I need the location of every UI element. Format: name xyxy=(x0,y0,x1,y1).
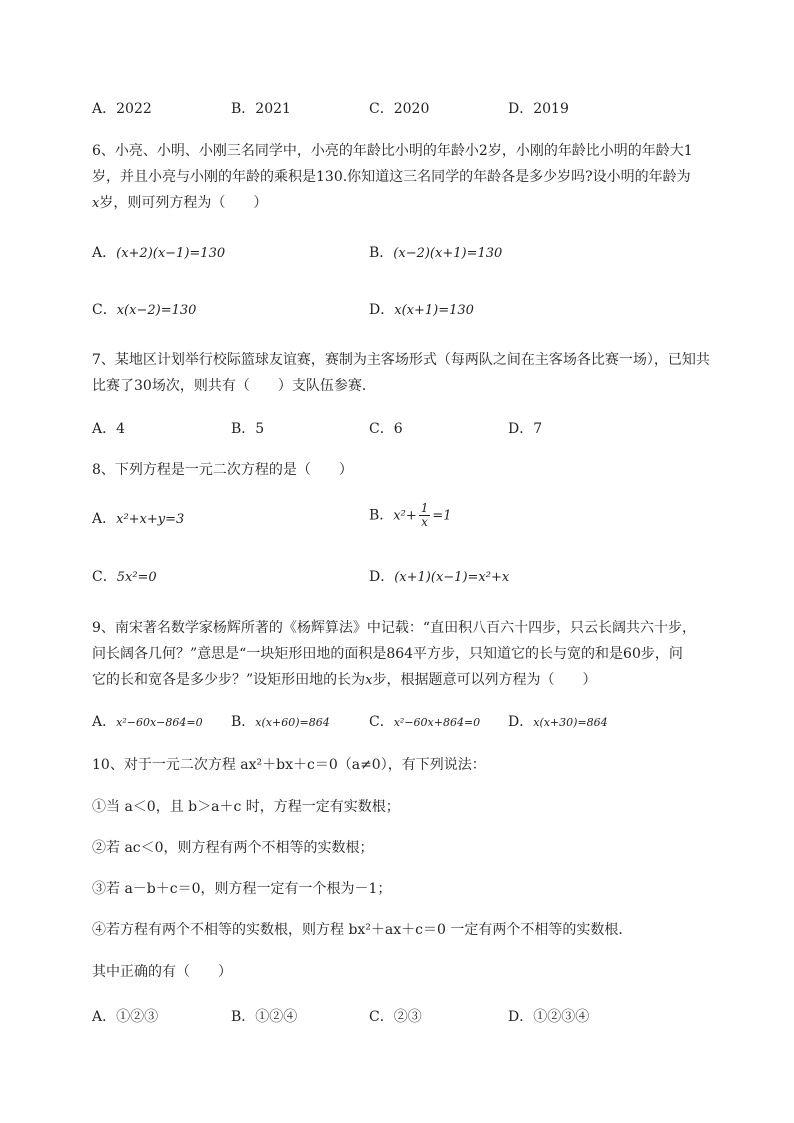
option-equation: x(x+30)=864 xyxy=(533,716,608,729)
option-letter: A． xyxy=(92,101,117,117)
option-text: ①②③④ xyxy=(533,1009,590,1025)
option-letter: D． xyxy=(369,302,395,318)
option-equation: x²−60x−864=0 xyxy=(116,716,203,729)
option-text: 5 xyxy=(255,421,265,437)
option-letter: C． xyxy=(369,421,394,437)
variable-x: x xyxy=(92,196,100,211)
q7-stem-line2: 比赛了30场次，则共有（ ）支队伍参赛． xyxy=(92,378,376,394)
q5-option-d[interactable] xyxy=(508,99,569,119)
option-text: 6 xyxy=(393,421,403,437)
q6-stem-line3 xyxy=(92,193,267,214)
q6-option-b[interactable] xyxy=(369,243,502,264)
option-letter: A． xyxy=(92,511,117,527)
q10-statement-3: ③若 a－b＋c＝0，则方程一定有一个根为－1； xyxy=(92,881,392,897)
option-text: 2019 xyxy=(533,101,569,117)
q6-option-c[interactable] xyxy=(92,300,196,321)
variable-x: x xyxy=(365,673,373,688)
option-equation: x²−60x+864=0 xyxy=(393,716,481,729)
option-letter: A． xyxy=(92,245,117,261)
option-text: ①②③ xyxy=(116,1009,159,1025)
q5-option-b[interactable] xyxy=(231,99,291,119)
option-equation: x(x+1)=130 xyxy=(394,303,474,318)
option-letter: D． xyxy=(508,421,534,437)
q10-option-a[interactable] xyxy=(92,1007,158,1027)
q5-option-a[interactable] xyxy=(92,99,152,119)
option-equation: (x−2)(x+1)=130 xyxy=(393,246,503,261)
q9-option-c[interactable] xyxy=(369,712,480,733)
fraction-numerator: 1 xyxy=(420,501,429,515)
q10-statement-2: ②若 ac＜0，则方程有两个不相等的实数根； xyxy=(92,840,374,856)
q7-option-b[interactable] xyxy=(231,419,264,439)
q10-stem: 10、对于一元二次方程 ax²＋bx＋c＝0（a≠0），有下列说法： xyxy=(92,757,486,773)
q9-stem-line3-post: 步，根据题意可以列方程为（ ） xyxy=(372,672,597,688)
option-letter: B． xyxy=(369,245,394,261)
q7-option-a[interactable] xyxy=(92,419,125,439)
option-letter: B． xyxy=(231,1009,256,1025)
q6-option-a[interactable] xyxy=(92,243,225,264)
q8-option-b[interactable] xyxy=(369,502,452,529)
option-text: 2020 xyxy=(393,101,430,117)
q10-option-c[interactable] xyxy=(369,1007,422,1027)
option-text: 7 xyxy=(533,421,543,437)
q9-option-a[interactable] xyxy=(92,712,203,733)
q9-stem-line1: 9、南宋著名数学家杨辉所著的《杨辉算法》中记载：“直田积八百六十四步，只云长阔共六十步， xyxy=(92,620,697,636)
option-letter: C． xyxy=(92,569,117,585)
option-letter: B． xyxy=(231,714,256,730)
q10-prompt: 其中正确的有（ ） xyxy=(92,964,232,980)
option-letter: D． xyxy=(369,569,395,585)
option-text: ①②④ xyxy=(255,1009,298,1025)
q7-stem-line1: 7、某地区计划举行校际篮球友谊赛，赛制为主客场形式（每两队之间在主客场各比赛一场），已知共 xyxy=(92,352,710,368)
option-equation: x²+x+y=3 xyxy=(116,512,185,527)
q9-stem-line2: 问长阔各几何？”意思是“一块矩形田地的面积是864平方步，只知道它的长与宽的和是60步，问 xyxy=(92,646,683,662)
q10-statement-4: ④若方程有两个不相等的实数根，则方程 bx²＋ax＋c＝0 一定有两个不相等的实数根． xyxy=(92,922,633,938)
q8-option-a[interactable] xyxy=(92,509,184,530)
option-letter: B． xyxy=(231,101,256,117)
q8-option-d[interactable] xyxy=(369,567,509,588)
option-equation: (x+2)(x−1)=130 xyxy=(116,246,226,261)
option-letter: B． xyxy=(369,507,394,524)
option-equation-post: =1 xyxy=(432,508,452,524)
q9-option-b[interactable] xyxy=(231,712,330,733)
q10-option-d[interactable] xyxy=(508,1007,589,1027)
option-letter: C． xyxy=(369,101,394,117)
option-text: 4 xyxy=(116,421,126,437)
option-text: 2022 xyxy=(116,101,152,117)
option-letter: A． xyxy=(92,714,117,730)
option-letter: D． xyxy=(508,714,534,730)
option-text: 2021 xyxy=(255,101,291,117)
option-letter: C． xyxy=(369,1009,394,1025)
option-letter: D． xyxy=(508,101,534,117)
q6-stem-line2: 岁，并且小亮与小刚的年龄的乘积是130.你知道这三名同学的年龄各是多少岁吗?设小明的年龄为 xyxy=(92,169,691,185)
q6-stem-line3-text: 岁，则可列方程为（ ） xyxy=(99,195,268,211)
q10-statement-1: ①当 a＜0，且 b＞a＋c 时，方程一定有实数根； xyxy=(92,799,400,815)
option-equation: x(x−2)=130 xyxy=(116,303,197,318)
q7-option-c[interactable] xyxy=(369,419,403,439)
option-letter: B． xyxy=(231,421,256,437)
q7-option-d[interactable] xyxy=(508,419,542,439)
option-text: ②③ xyxy=(393,1009,422,1025)
option-letter: A． xyxy=(92,1009,117,1025)
option-letter: C． xyxy=(369,714,394,730)
q5-option-c[interactable] xyxy=(369,99,429,119)
q9-option-d[interactable] xyxy=(508,712,608,733)
option-equation: (x+1)(x−1)=x²+x xyxy=(394,570,510,585)
q9-stem-line3-pre: 它的长和宽各是多少步？”设矩形田地的长为 xyxy=(92,672,366,688)
q6-option-d[interactable] xyxy=(369,300,474,321)
option-equation: x(x+60)=864 xyxy=(255,716,330,729)
q10-option-b[interactable] xyxy=(231,1007,297,1027)
option-letter: D． xyxy=(508,1009,534,1025)
q6-stem-line1: 6、小亮、小明、小刚三名同学中，小亮的年龄比小明的年龄小2岁，小刚的年龄比小明的年龄大1 xyxy=(92,143,693,159)
option-letter: C． xyxy=(92,302,117,318)
fraction xyxy=(419,502,431,529)
fraction-denominator: x xyxy=(421,515,428,529)
option-equation-pre: x²+ xyxy=(393,508,417,524)
option-letter: A． xyxy=(92,421,117,437)
q9-stem-line3 xyxy=(92,670,597,691)
option-equation: 5x²=0 xyxy=(116,570,157,585)
q8-option-c[interactable] xyxy=(92,567,157,588)
q8-stem: 8、下列方程是一元二次方程的是（ ） xyxy=(92,462,353,478)
